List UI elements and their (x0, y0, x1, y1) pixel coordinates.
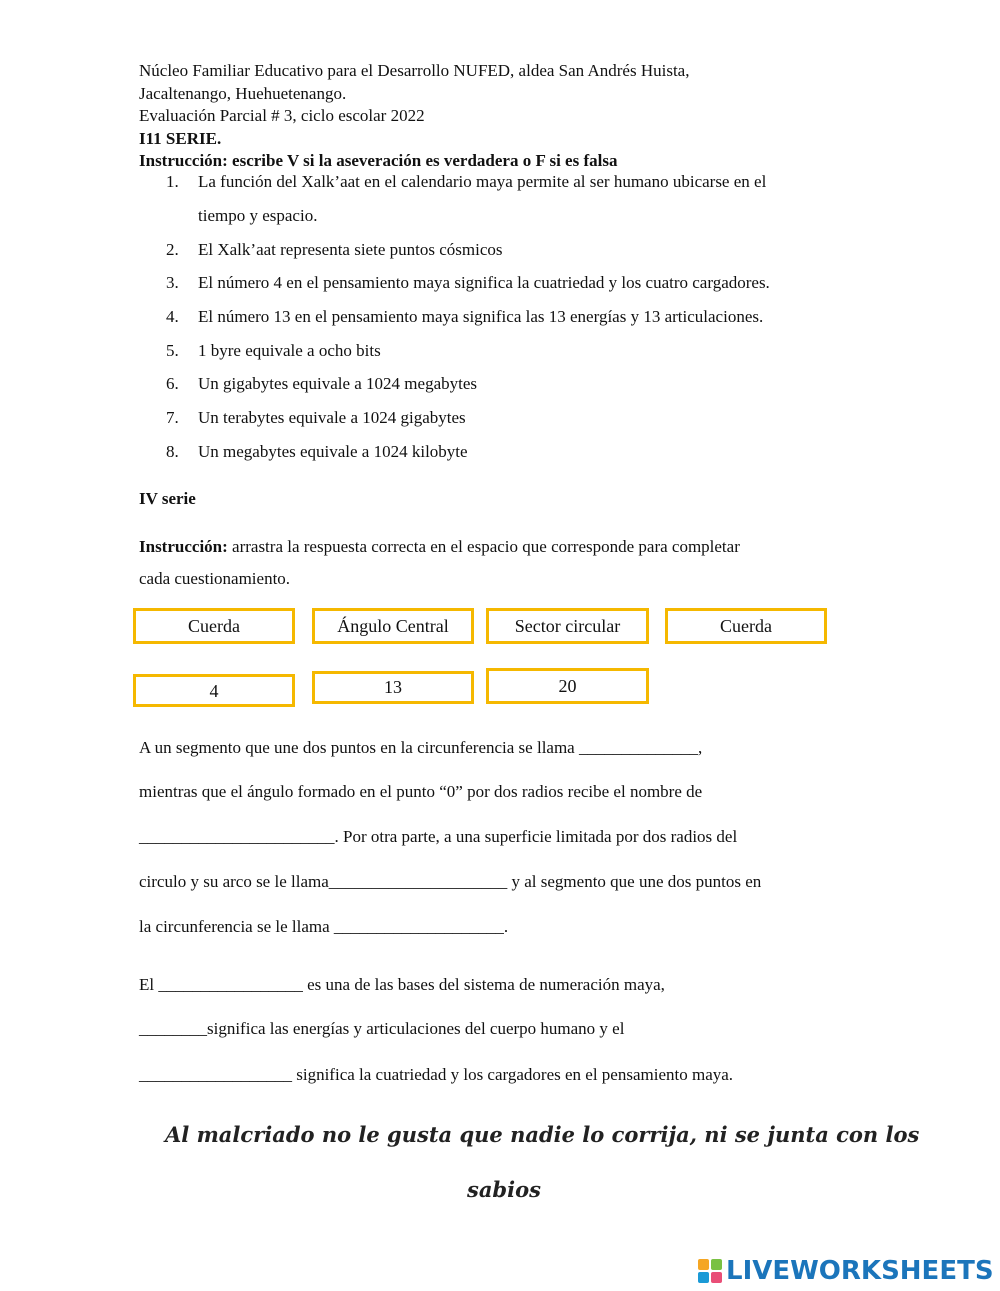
liveworksheets-logo-icon (698, 1259, 722, 1283)
fill-paragraph-line: mientras que el ángulo formado en el punto “0” por dos radios recibe el nombre de (139, 782, 703, 801)
brand-name: LIVEWORKSHEETS (726, 1256, 994, 1286)
item-text: Un gigabytes equivale a 1024 megabytes (198, 374, 478, 393)
item-text: La función del Xalk’aat en el calendario maya permite al ser humano ubicarse en el (198, 172, 767, 191)
item-text: Un megabytes equivale a 1024 kilobyte (198, 442, 468, 461)
item-number: 7. (166, 408, 179, 427)
instruction-label: Instrucción: (139, 537, 228, 556)
item-text: 1 byre equivale a ocho bits (198, 341, 381, 360)
liveworksheets-brand (698, 1256, 994, 1286)
list-item (166, 374, 477, 394)
fill-paragraph-line: ________significa las energías y articulaciones del cuerpo humano y el (139, 1019, 625, 1038)
instruction-text: arrastra la respuesta correcta en el espacio que corresponde para completar (227, 537, 740, 556)
drag-option-4[interactable]: 4 (133, 674, 295, 707)
list-item (166, 307, 763, 327)
list-item (166, 240, 502, 260)
quote-line-1: Al malcriado no le gusta que nadie lo corrija, ni se junta con los (165, 1122, 920, 1147)
evaluation-line: Evaluación Parcial # 3, ciclo escolar 2022 (139, 106, 425, 125)
item-number: 6. (166, 374, 179, 393)
drag-option-sector-circular[interactable]: Sector circular (486, 608, 649, 644)
item-number: 3. (166, 273, 179, 292)
school-name-line: Núcleo Familiar Educativo para el Desarrollo NUFED, aldea San Andrés Huista, (139, 61, 690, 80)
item-continuation: tiempo y espacio. (198, 206, 318, 225)
item-number: 2. (166, 240, 179, 259)
fill-paragraph-line: la circunferencia se le llama ____________________. (139, 917, 509, 936)
fill-paragraph-line: El _________________ es una de las bases del sistema de numeración maya, (139, 975, 665, 994)
item-number: 4. (166, 307, 179, 326)
drag-option-20[interactable]: 20 (486, 668, 649, 704)
item-text: El Xalk’aat representa siete puntos cósmicos (198, 240, 503, 259)
location-line: Jacaltenango, Huehuetenango. (139, 84, 347, 103)
quote-line-2: sabios (467, 1177, 541, 1202)
serie4-instruction (139, 537, 740, 557)
serie3-title: I11 SERIE. (139, 129, 222, 148)
item-number: 8. (166, 442, 179, 461)
item-number: 1. (166, 172, 179, 191)
drag-option-13[interactable]: 13 (312, 671, 474, 704)
fill-paragraph-line: A un segmento que une dos puntos en la circunferencia se llama ______________, (139, 738, 703, 757)
item-number: 5. (166, 341, 179, 360)
list-item (166, 341, 381, 361)
drag-option-angulo-central[interactable]: Ángulo Central (312, 608, 474, 644)
item-text: El número 4 en el pensamiento maya significa la cuatriedad y los cuatro cargadores. (198, 273, 770, 292)
list-item (166, 408, 466, 428)
list-item (166, 172, 766, 192)
list-item (166, 442, 468, 462)
fill-paragraph-line: __________________ significa la cuatriedad y los cargadores en el pensamiento maya. (139, 1065, 734, 1084)
serie4-instruction-cont: cada cuestionamiento. (139, 569, 291, 588)
serie4-title: IV serie (139, 489, 196, 508)
drag-option-cuerda-2[interactable]: Cuerda (665, 608, 827, 644)
item-text: Un terabytes equivale a 1024 gigabytes (198, 408, 466, 427)
fill-paragraph-line: circulo y su arco se le llama_____________________ y al segmento que une dos puntos en (139, 872, 762, 891)
drag-option-cuerda[interactable]: Cuerda (133, 608, 295, 644)
serie3-instruction: Instrucción: escribe V si la aseveración es verdadera o F si es falsa (139, 151, 618, 170)
item-text: El número 13 en el pensamiento maya significa las 13 energías y 13 articulaciones. (198, 307, 764, 326)
list-item (166, 273, 770, 293)
fill-paragraph-line: _______________________. Por otra parte, a una superficie limitada por dos radios del (139, 827, 738, 846)
